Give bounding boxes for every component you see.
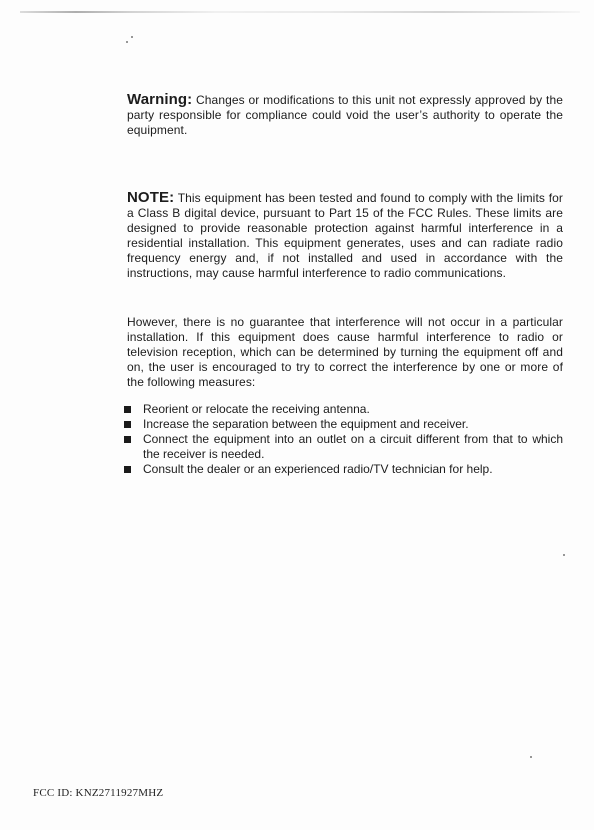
square-bullet-icon (124, 421, 131, 428)
measure-text: Connect the equipment into an outlet on a circuit different from that to which the receiver is needed. (143, 432, 563, 461)
note-text: This equipment has been tested and found to comply with the limits for a Class B digital device, pursuant to Part 15 of the FCC Rules. These limits are designed to provide reasonable protection against harmful interference in a residential installation. This equipment generates, uses and can radiate radio frequency energy and, if not installed and used in accordance with the instructions, may cause harmful interference to radio communications. (127, 191, 564, 280)
scan-artifact-dot (126, 41, 128, 43)
measure-text: Reorient or relocate the receiving antenna. (143, 402, 370, 416)
warning-text: Changes or modifications to this unit not expressly approved by the party responsible for compliance could void the user’s authority to operate the equipment. (127, 93, 563, 137)
scan-artifact-dot (131, 36, 133, 38)
square-bullet-icon (124, 406, 131, 413)
square-bullet-icon (124, 436, 131, 443)
fcc-id-label: FCC ID: KNZ2711927MHZ (33, 787, 164, 799)
square-bullet-icon (124, 466, 131, 473)
measures-list (123, 402, 563, 477)
list-item (123, 462, 563, 477)
note-heading: NOTE: (127, 189, 175, 206)
list-item (123, 432, 563, 462)
list-item (123, 402, 563, 417)
measure-text: Increase the separation between the equipment and receiver. (143, 417, 469, 431)
warning-heading: Warning: (127, 91, 193, 108)
scan-artifact-dot (530, 756, 532, 758)
warning-paragraph (127, 92, 563, 138)
list-item (123, 417, 563, 432)
however-paragraph: However, there is no guarantee that interference will not occur in a particular installation. If this equipment does cause harmful interference to radio or television reception, which can be determined by turning the equipment off and on, the user is encouraged to try to correct the interference by one or more of the following measures: (127, 315, 563, 389)
note-paragraph (127, 190, 563, 281)
scan-artifact-dot (563, 554, 565, 556)
measure-text: Consult the dealer or an experienced radio/TV technician for help. (143, 462, 493, 476)
scan-artifact-line (20, 11, 580, 13)
